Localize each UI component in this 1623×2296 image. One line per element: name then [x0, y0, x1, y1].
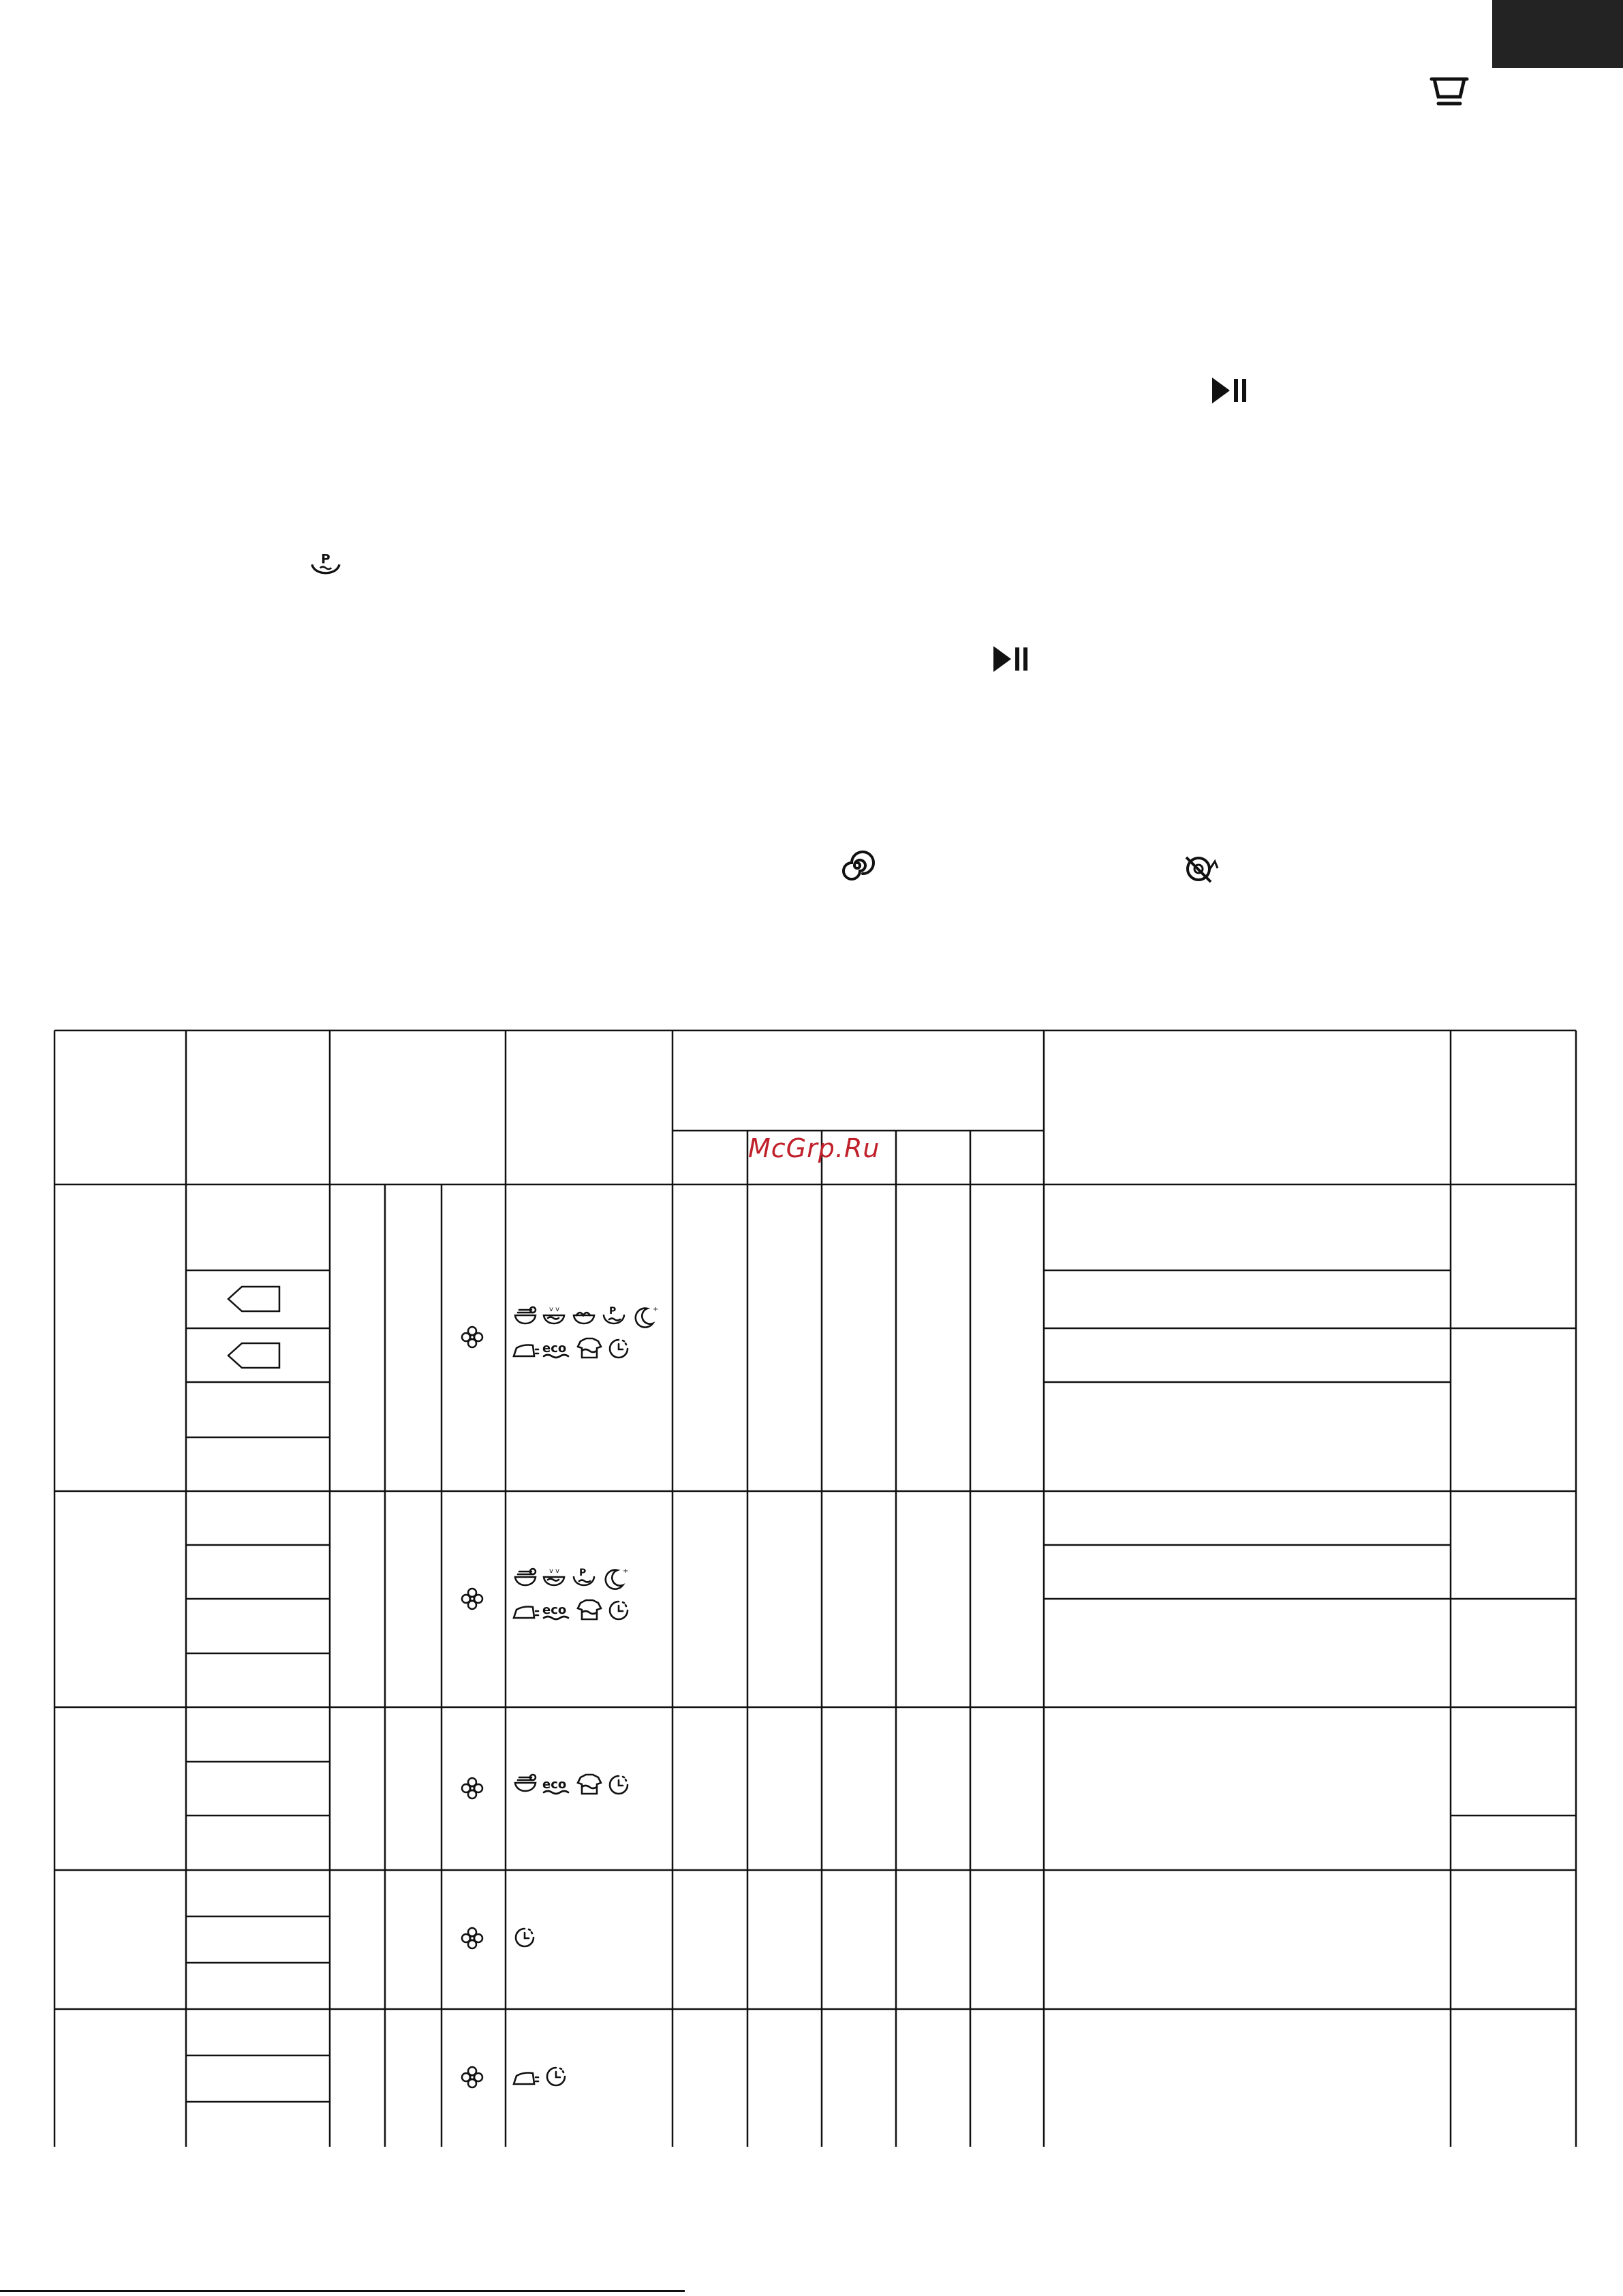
prewash-icon [574, 1567, 594, 1585]
intensive-icon [515, 1775, 536, 1791]
shirt-icon [578, 1600, 601, 1619]
flower-icon [460, 1776, 484, 1801]
prewash-icon [604, 1306, 624, 1323]
svg-text:eco: eco [542, 1341, 567, 1356]
svg-text:+: + [653, 1306, 659, 1313]
flower-icon [460, 1926, 484, 1950]
svg-text:P: P [609, 1306, 617, 1317]
watermark-text: McGrp.Ru [748, 1133, 880, 1163]
svg-text:v v: v v [549, 1567, 560, 1575]
eco-icon [542, 1777, 568, 1794]
shirt-icon [578, 1338, 601, 1358]
option-icons-row-3 [512, 1773, 669, 1803]
extra-rinse-icon [544, 1306, 564, 1323]
bottom-rule [0, 2290, 685, 2292]
svg-text:v v: v v [549, 1306, 560, 1313]
option-icons-row-4 [512, 1926, 546, 1953]
easy-iron-wash-icon [574, 1313, 594, 1323]
night-icon [606, 1567, 629, 1589]
option-icons-row-2 [512, 1567, 669, 1629]
svg-text:eco: eco [542, 1777, 567, 1792]
night-icon [636, 1306, 659, 1328]
intensive-icon [515, 1307, 536, 1323]
quick-timer-icon [610, 1602, 628, 1619]
wash-tub-icon [1429, 74, 1470, 108]
prewash-icon [305, 549, 346, 583]
iron-icon [514, 1607, 538, 1619]
flower-icon [460, 1325, 484, 1349]
svg-text:eco: eco [542, 1603, 567, 1617]
page-corner-tab [1492, 0, 1623, 68]
quick-timer-icon [610, 1776, 628, 1794]
svg-text:+: + [623, 1567, 629, 1575]
eco-icon [542, 1341, 568, 1358]
svg-text:P: P [579, 1567, 587, 1578]
shirt-icon [578, 1775, 601, 1794]
iron-icon [514, 1345, 538, 1357]
extra-rinse-icon [544, 1567, 564, 1585]
flower-icon [460, 2065, 484, 2090]
quick-timer-icon [547, 2068, 565, 2085]
no-spin-icon [1181, 852, 1222, 886]
option-icons-row-5 [512, 2065, 581, 2092]
svg-text:P: P [321, 552, 330, 567]
start-pause-icon [1209, 373, 1250, 408]
quick-timer-icon [610, 1340, 628, 1358]
label-tag-icon [228, 1343, 279, 1368]
option-icons-row-1 [512, 1306, 669, 1367]
intensive-icon [515, 1569, 536, 1585]
flower-icon [460, 1587, 484, 1611]
label-tag-icon [228, 1287, 279, 1311]
spin-icon [837, 848, 878, 883]
iron-icon [514, 2073, 538, 2085]
start-pause-icon [991, 642, 1032, 676]
quick-timer-icon [516, 1929, 534, 1946]
eco-icon [542, 1603, 568, 1619]
